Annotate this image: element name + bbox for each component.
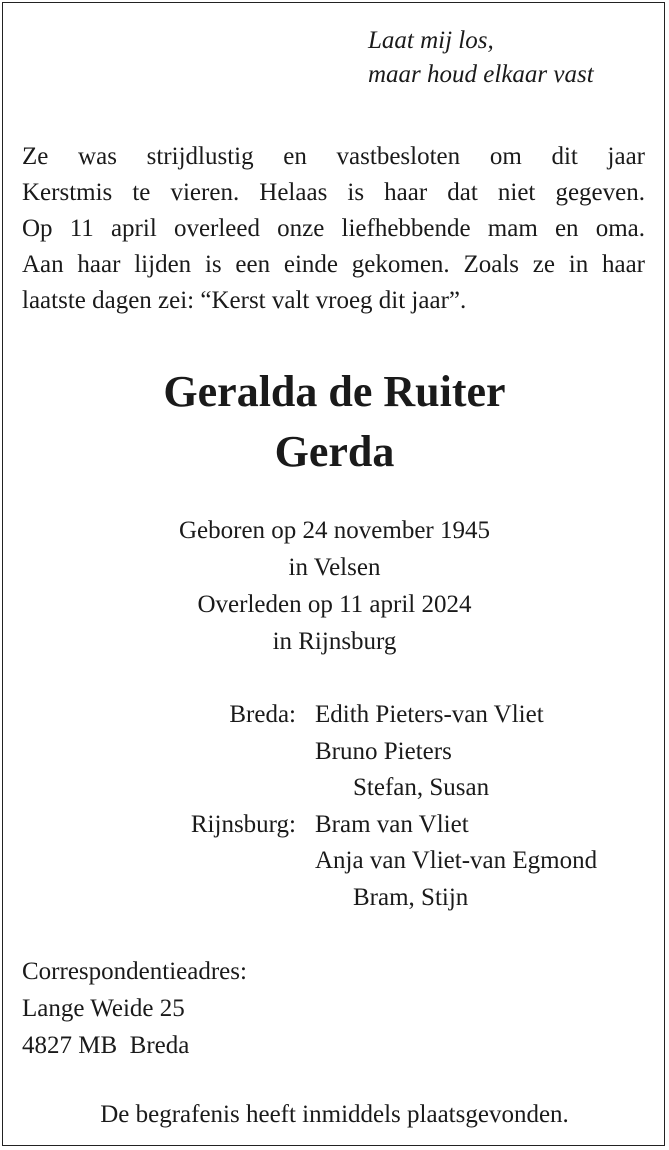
intro-line: Aan haar lijden is een einde gekomen. Zoals ze in haar (22, 251, 645, 278)
motto-line-2: maar houd elkaar vast (368, 61, 594, 88)
death-place: in Rijnsburg (272, 628, 397, 655)
family-row (0, 807, 669, 844)
motto (368, 24, 594, 92)
death-date: Overleden op 11 april 2024 (197, 591, 472, 618)
family-row (0, 734, 669, 771)
family-member: Bram van Vliet (315, 810, 469, 838)
address-street: Lange Weide 25 (22, 995, 185, 1022)
deceased-nickname: Gerda (274, 427, 395, 476)
correspondence-address (22, 953, 247, 1064)
motto-line-1: Laat mij los, (368, 27, 494, 54)
intro-line: Ze was strijdlustig en vastbesloten om dit jaar (22, 143, 645, 170)
family-member: Edith Pieters-van Vliet (315, 701, 544, 728)
grandchildren: Stefan, Susan (353, 774, 490, 802)
address-postal-city: 4827 MB Breda (22, 1032, 190, 1059)
intro-paragraph (22, 139, 645, 319)
family-list (0, 697, 669, 917)
deceased-full-name: Geralda de Ruiter (163, 367, 506, 416)
family-row (0, 770, 669, 807)
grandchildren: Bram, Stijn (353, 883, 469, 911)
intro-line: Kerstmis te vieren. Helaas is haar dat niet gegeven. (22, 179, 645, 206)
birth-date: Geboren op 24 november 1945 (178, 517, 491, 544)
family-member: Anja van Vliet-van Egmond (315, 847, 598, 875)
family-row (0, 880, 669, 917)
family-place-rijnsburg: Rijnsburg: (190, 810, 296, 838)
family-place-breda: Breda: (229, 701, 296, 728)
address-label: Correspondentieadres: (22, 958, 247, 985)
family-member: Bruno Pieters (315, 737, 452, 765)
family-row (0, 697, 669, 734)
intro-line: Op 11 april overleed onze liefhebbende mam en oma. (22, 215, 645, 242)
family-row (0, 843, 669, 880)
funeral-note: De begrafenis heeft inmiddels plaatsgevonden. (100, 1101, 569, 1128)
life-dates (0, 512, 669, 660)
intro-line: laatste dagen zei: “Kerst valt vroeg dit jaar”. (22, 287, 467, 314)
birth-place: in Velsen (288, 554, 381, 581)
